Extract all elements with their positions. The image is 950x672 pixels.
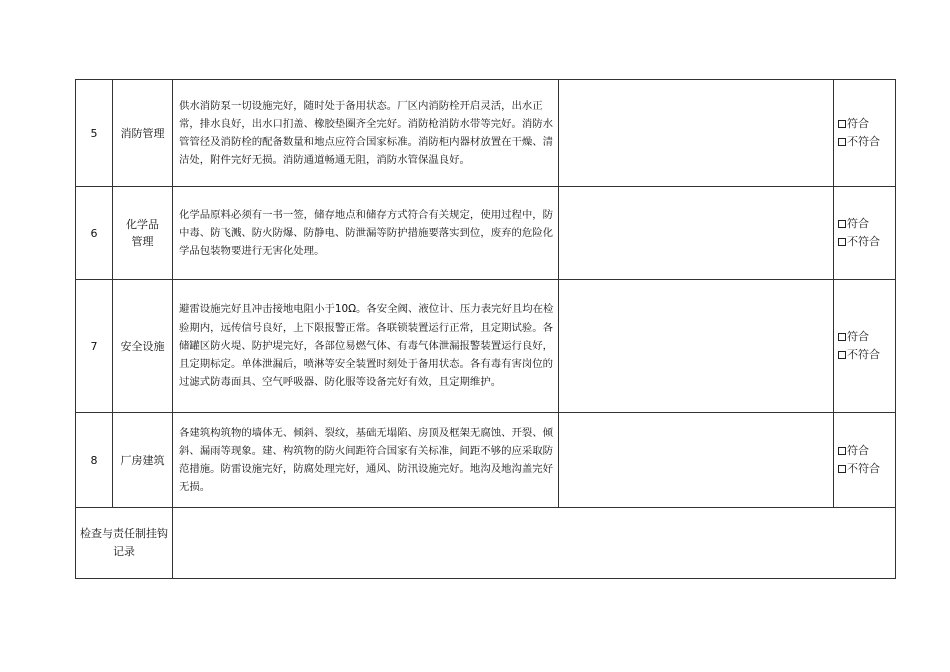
checkbox-icon[interactable] (838, 220, 846, 228)
compliant-label: 符合 (847, 217, 869, 230)
requirement-text: 避雷设施完好且冲击接地电阻小于10Ω。各安全阀、液位计、压力表完好且均在检验期内，远传信号良好，上下限报警正常。各联锁装置运行正常，且定期试验。各储罐区防火堤、防护堤完好，各部位易燃气体、有毒气体泄漏报警装置运行良好，且定期标定。单体泄漏后，喷淋等安全装置时刻处于备用状态。各有毒有害岗位的过滤式防毒面具、空气呼吸器、防化服等设备完好有效，且定期维护。 (173, 280, 559, 413)
item-name: 厂房建筑 (113, 413, 173, 508)
compliant-label: 符合 (847, 330, 869, 343)
requirement-text: 化学品原料必须有一书一签，储存地点和储存方式符合有关规定，使用过程中，防中毒、防飞溅、防火防爆、防静电、防泄漏等防护措施要落实到位，废弃的危险化学品包装物要进行无害化处理。 (173, 187, 559, 280)
compliant-option[interactable] (838, 115, 895, 133)
compliance-options (834, 187, 896, 280)
compliant-label: 符合 (847, 117, 869, 130)
checkbox-icon[interactable] (838, 333, 846, 341)
notes-cell[interactable] (559, 413, 834, 508)
record-row (76, 508, 896, 579)
compliant-option[interactable] (838, 215, 895, 233)
compliance-options (834, 80, 896, 187)
table-row (76, 80, 896, 187)
noncompliant-option[interactable] (838, 233, 895, 251)
checkbox-icon[interactable] (838, 351, 846, 359)
noncompliant-label: 不符合 (847, 462, 880, 475)
inspection-table (75, 79, 896, 579)
noncompliant-label: 不符合 (847, 348, 880, 361)
compliant-label: 符合 (847, 444, 869, 457)
row-number: 6 (76, 187, 113, 280)
compliance-options (834, 413, 896, 508)
record-input-cell[interactable] (173, 508, 896, 579)
compliance-options (834, 280, 896, 413)
checkbox-icon[interactable] (838, 465, 846, 473)
requirement-text: 各建筑构筑物的墙体无、倾斜、裂纹，基础无塌陷、房顶及框架无腐蚀、开裂、倾斜、漏雨等现象。建、构筑物的防火间距符合国家有关标准，间距不够的应采取防范措施。防雷设施完好，防腐处理完好，通风、防汛设施完好。地沟及地沟盖完好无损。 (173, 413, 559, 508)
row-number: 7 (76, 280, 113, 413)
row-number: 5 (76, 80, 113, 187)
noncompliant-option[interactable] (838, 346, 895, 364)
checkbox-icon[interactable] (838, 238, 846, 246)
record-label: 检查与责任制挂钩记录 (76, 508, 173, 579)
noncompliant-label: 不符合 (847, 235, 880, 248)
compliant-option[interactable] (838, 442, 895, 460)
noncompliant-label: 不符合 (847, 135, 880, 148)
table-row (76, 413, 896, 508)
noncompliant-option[interactable] (838, 133, 895, 151)
notes-cell[interactable] (559, 187, 834, 280)
checkbox-icon[interactable] (838, 138, 846, 146)
row-number: 8 (76, 413, 113, 508)
notes-cell[interactable] (559, 280, 834, 413)
notes-cell[interactable] (559, 80, 834, 187)
table-row (76, 280, 896, 413)
compliant-option[interactable] (838, 328, 895, 346)
requirement-text: 供水消防泵一切设施完好，随时处于备用状态。厂区内消防栓开启灵活，出水正常，排水良好，出水口扪盖、橡胶垫圈齐全完好。消防枪消防水带等完好。消防水管管径及消防栓的配备数量和地点应符合国家标准。消防柜内器材放置在干燥、清洁处，附件完好无损。消防通道畅通无阻，消防水管保温良好。 (173, 80, 559, 187)
table-row (76, 187, 896, 280)
checkbox-icon[interactable] (838, 447, 846, 455)
item-name: 安全设施 (113, 280, 173, 413)
noncompliant-option[interactable] (838, 460, 895, 478)
item-name: 消防管理 (113, 80, 173, 187)
checkbox-icon[interactable] (838, 120, 846, 128)
item-name: 化学品管理 (113, 187, 173, 280)
